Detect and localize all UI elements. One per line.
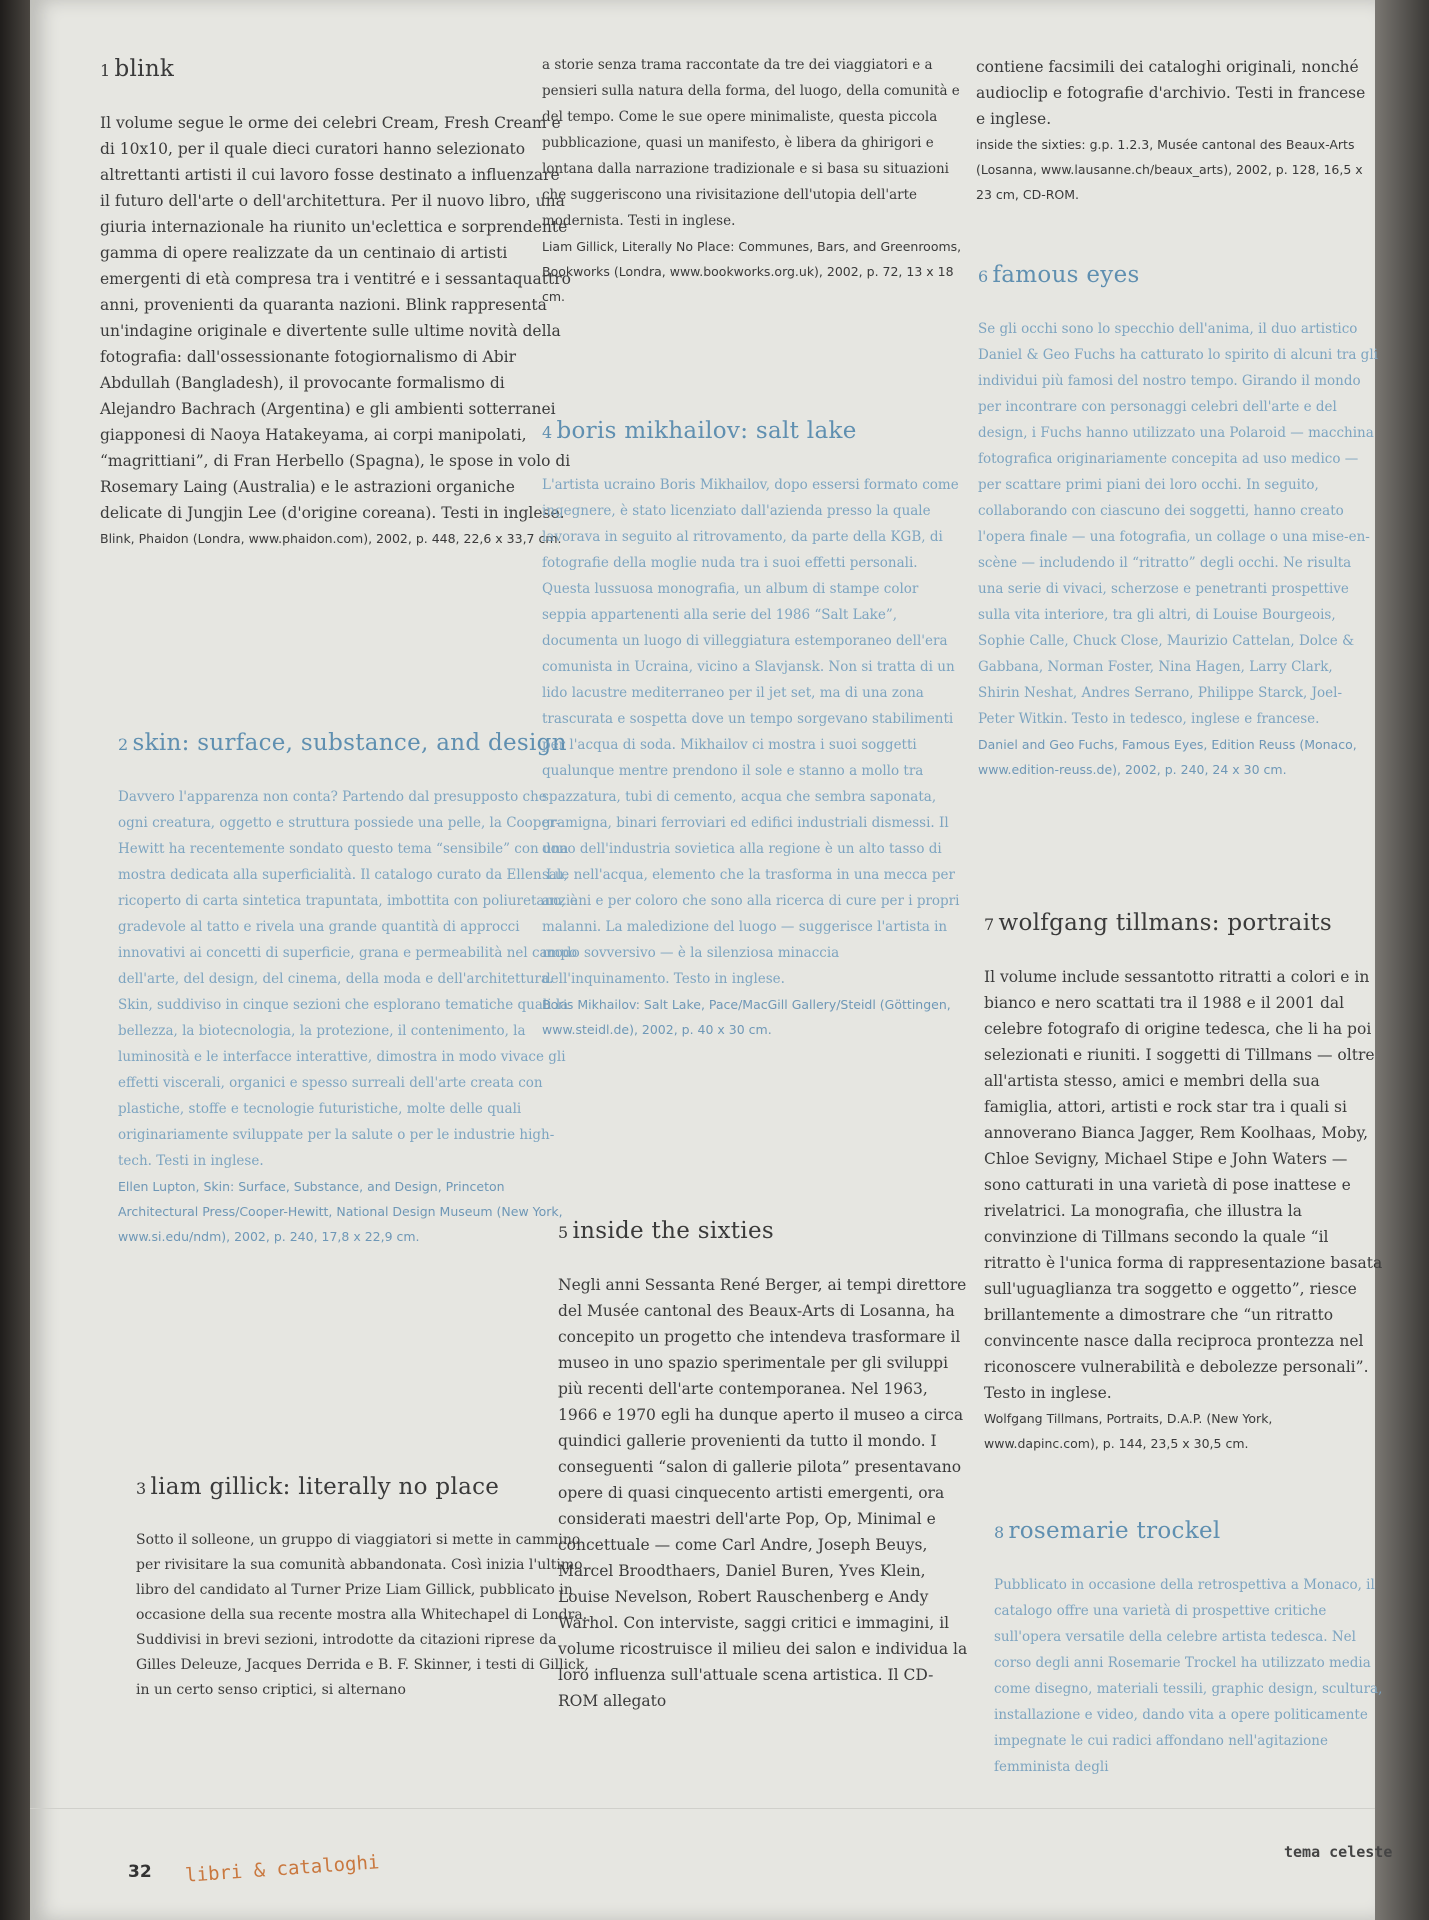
article-title-text: skin: surface, substance, and design [132, 730, 567, 756]
article-body: L'artista ucraino Boris Mikhailov, dopo essersi formato come ingegnere, è stato licenziato dall'azienda presso la quale lavorava in seguito al ritrovamento, da parte della KGB, di fotografie della moglie nuda tra i suoi effetti personali. Questa lussuosa monografia, un album di stampe color seppia appartenenti alla serie del 1986 “Salt Lake”, documenta un luogo di villeggiatura estemporaneo dell'era comunista in Ucraina, vicino a Slavjansk. Non si tratta di un lido lacustre mediterraneo per il jet set, ma di una zona trascurata e sospetta dove un tempo sorgevano stabilimenti per l'acqua di soda. Mikhailov ci mostra i suoi soggetti qualunque mentre prendono il sole e stanno a mollo tra spazzatura, tubi di cemento, acqua che sembra saponata, gramigna, binari ferroviari ed edifici industriali dismessi. Il dono dell'industria sovietica alla regione è un alto tasso di sale nell'acqua, elemento che la trasforma in una mecca per anziani e per coloro che sono alla ricerca di cure per i propri malanni. La maledizione del luogo — suggerisce l'artista in modo sovversivo — è la silenziosa minaccia dell'inquinamento. Testo in inglese. [542, 477, 960, 987]
article-body: Se gli occhi sono lo specchio dell'anima, il duo artistico Daniel & Geo Fuchs ha catturato lo spirito di alcuni tra gli individui più famosi del nostro tempo. Girando il mondo per incontrare con personaggi celebri dell'arte e del design, i Fuchs hanno utilizzato una Polaroid — macchina fotografica originariamente concepita ad uso medico — per scattare primi piani dei loro occhi. In seguito, collaborando con ciascuno dei soggetti, hanno creato l'opera finale — una fotografia, un collage o una mise-en-scène — includendo il “ritratto” degli occhi. Ne risulta una serie di vivaci, scherzose e penetranti prospettive sulla vita interiore, tra gli altri, di Louise Bourgeois, Sophie Calle, Chuck Close, Maurizio Cattelan, Dolce & Gabbana, Norman Foster, Nina Hagen, Larry Clark, Shirin Neshat, Andres Serrano, Philippe Starck, Joel-Peter Witkin. Testo in tedesco, inglese e francese. [978, 321, 1378, 727]
page-number: 32 [128, 1862, 152, 1882]
article-title [984, 910, 1384, 938]
book-spine [0, 0, 30, 1920]
article-body-continued: a storie senza trama raccontate da tre dei viaggiatori e a pensieri sulla natura della forma, del luogo, della comunità e del tempo. Come le sue opere minimaliste, questa piccola pubblicazione, quasi un manifesto, è libera da ghirigori e lontana dalla narrazione tradizionale e si basa su situazioni che suggeriscono una rivisitazione dell'utopia dell'arte modernista. Testi in inglese. [542, 57, 960, 229]
article-title [136, 1474, 596, 1502]
article-number: 5 [558, 1223, 569, 1242]
article-inside-the-sixties-cont [976, 54, 1376, 207]
article-number: 6 [978, 267, 989, 286]
article-body: Pubblicato in occasione della retrospettiva a Monaco, il catalogo offre una varietà di prospettive critiche sull'opera versatile della celebre artista tedesca. Nel corso degli anni Rosemarie Trockel ha utilizzato media come disegno, materiali tessili, graphic design, scultura, installazione e video, dando vita a opere politicamente impegnate le cui radici affondano nell'agitazione femminista degli [994, 1577, 1383, 1775]
article-title [542, 418, 962, 446]
article-number: 1 [100, 61, 111, 80]
article-title-text: rosemarie trockel [1008, 1518, 1221, 1544]
article-famous-eyes [978, 262, 1378, 782]
section-title: libri & cataloghi [184, 1851, 380, 1887]
article-body: Il volume include sessantotto ritratti a colori e in bianco e nero scattati tra il 1988 e il 2001 dal celebre fotografo di origine tedesca, che li ha poi selezionati e riuniti. I soggetti di Tillmans — oltre all'artista stesso, amici e membri della sua famiglia, attori, artisti e rock star tra i quali si annoverano Bianca Jagger, Rem Koolhaas, Moby, Chloe Sevigny, Michael Stipe e John Waters — sono catturati in una varietà di pose inattese e rivelatrici. La monografia, che illustra la convinzione di Tillmans secondo la quale “il ritratto è l'unica forma di rappresentazione basata sull'uguaglianza tra soggetto e oggetto”, riesce brillantemente a dimostrare che “un ritratto convincente nasce dalla reciproca prontezza nel riconoscere vulnerabilità e debolezze personali”. Testo in inglese. [984, 968, 1383, 1402]
article-number: 2 [118, 735, 129, 754]
article-body: Sotto il solleone, un gruppo di viaggiatori si mette in cammino per rivisitare la sua comunità abbandonata. Così inizia l'ultimo libro del candidato al Turner Prize Liam Gillick, pubblicato in occasione della sua recente mostra alla Whitechapel di Londra. Suddivisi in brevi sezioni, introdotte da citazioni riprese da Gilles Deleuze, Jacques Derrida e B. F. Skinner, i testi di Gillick, in un certo senso criptici, si alternano [136, 1532, 589, 1698]
article-liam-gillick-cont [542, 52, 962, 309]
article-body: Negli anni Sessanta René Berger, ai tempi direttore del Musée cantonal des Beaux-Arts di Losanna, ha concepito un progetto che intendeva trasformare il museo in uno spazio sperimentale per gli sviluppi più recenti dell'arte contemporanea. Nel 1963, 1966 e 1970 egli ha dunque aperto il museo a circa quindici gallerie provenienti da tutto il mondo. I conseguenti “salon di gallerie pilota” presentavano opere di quasi cinquecento artisti emergenti, ora considerati maestri dell'arte Pop, Op, Minimal e concettuale — come Carl Andre, Joseph Beuys, Marcel Broodthaers, Daniel Buren, Yves Klein, Louise Nevelson, Robert Rauschenberg e Andy Warhol. Con interviste, saggi critici e immagini, il volume ricostruisce il milieu dei salon e individua la loro influenza sull'attuale scena artistica. Il CD-ROM allegato [558, 1276, 968, 1710]
article-credit: Ellen Lupton, Skin: Surface, Substance, and Design, Princeton Architectural Press/Cooper-Hewitt, National Design Museum (New York, www.si.edu/ndm), 2002, p. 240, 17,8 x 22,9 cm. [118, 1179, 563, 1244]
article-title-text: boris mikhailov: salt lake [556, 418, 857, 444]
article-liam-gillick [136, 1474, 596, 1703]
article-title-text: liam gillick: literally no place [150, 1474, 500, 1500]
article-credit: Wolfgang Tillmans, Portraits, D.A.P. (New York, www.dapinc.com), p. 144, 23,5 x 30,5 cm. [984, 1411, 1273, 1451]
article-number: 7 [984, 915, 995, 934]
article-body: Il volume segue le orme dei celebri Cream, Fresh Cream e di 10x10, per il quale dieci curatori hanno selezionato altrettanti artisti il cui lavoro fosse destinato a influenzare il futuro dell'arte o dell'architettura. Per il nuovo libro, una giuria internazionale ha riunito un'eclettica e sorprendente gamma di opere realizzate da un centinaio di artisti emergenti di età compresa tra i ventitré e i sessantaquattro anni, provenienti da quaranta nazioni. Blink rappresenta un'indagine originale e divertente sulle ultime novità della fotografia: dall'ossessionante fotogiornalismo di Abir Abdullah (Bangladesh), il provocante formalismo di Alejandro Bachrach (Argentina) e gli ambienti sotterranei giapponesi di Naoya Hatakeyama, ai corpi manipolati, “magrittiani”, di Fran Herbello (Spagna), le spose in volo di Rosemary Laing (Australia) e le astrazioni organiche delicate di Jungjin Lee (d'origine coreana). Testi in inglese. [100, 114, 571, 522]
article-body-continued: contiene facsimili dei cataloghi originali, nonché audioclip e fotografie d'archivio. Testi in francese e inglese. [976, 58, 1366, 128]
article-title-text: blink [114, 56, 175, 82]
article-credit: Blink, Phaidon (Londra, www.phaidon.com), 2002, p. 448, 22,6 x 33,7 cm. [100, 531, 562, 546]
article-skin [118, 730, 578, 1249]
article-title [118, 730, 578, 758]
article-inside-the-sixties [558, 1218, 968, 1714]
article-title [994, 1518, 1394, 1546]
article-credit: Daniel and Geo Fuchs, Famous Eyes, Edition Reuss (Monaco, www.edition-reuss.de), 2002, p. 240, 24 x 30 cm. [978, 737, 1357, 777]
article-number: 8 [994, 1523, 1005, 1542]
article-credit: Liam Gillick, Literally No Place: Communes, Bars, and Greenrooms, Bookworks (Londra, www.bookworks.org.uk), 2002, p. 72, 13 x 18 cm. [542, 239, 962, 304]
article-title-text: wolfgang tillmans: portraits [998, 910, 1332, 936]
article-body: Davvero l'apparenza non conta? Partendo dal presupposto che ogni creatura, oggetto e struttura possiede una pelle, la Cooper-Hewitt ha recentemente sondato questo tema “sensibile” con una mostra dedicata alla superficialità. Il catalogo curato da Ellen Lu, ricoperto di carta sintetica trapuntata, imbottita con poliuretano, è gradevole al tatto e rivela una grande quantità di approcci innovativi ai concetti di superficie, grana e permeabilità nel campo dell'arte, del design, del cinema, della moda e dell'architettura. Skin, suddiviso in cinque sezioni che esplorano tematiche quali la bellezza, la biotecnologia, la protezione, il contenimento, la luminosità e le interfacce interattive, dimostra in modo vivace gli effetti viscerali, organici e spesso surreali dell'arte creata con plastiche, stoffe e tecnologie futuristiche, molte delle quali originariamente sviluppate per la salute o per le industrie high-tech. Testi in inglese. [118, 789, 578, 1169]
article-title [558, 1218, 968, 1246]
article-title-text: inside the sixties [572, 1218, 774, 1244]
article-number: 4 [542, 423, 553, 442]
article-title [100, 56, 572, 84]
article-rosemarie-trockel [994, 1518, 1394, 1780]
article-number: 3 [136, 1479, 147, 1498]
article-blink [100, 56, 572, 551]
article-credit: inside the sixties: g.p. 1.2.3, Musée cantonal des Beaux-Arts (Losanna, www.lausanne.ch/beaux_arts), 2002, p. 128, 16,5 x 23 cm, CD-ROM. [976, 137, 1363, 202]
article-boris-mikhailov [542, 418, 962, 1042]
magazine-name: tema celeste [1284, 1843, 1393, 1861]
footer-divider [30, 1808, 1375, 1809]
article-title [978, 262, 1378, 290]
article-credit: Boris Mikhailov: Salt Lake, Pace/MacGill Gallery/Steidl (Göttingen, www.steidl.de), 2002, p. 40 x 30 cm. [542, 997, 951, 1037]
article-wolfgang-tillmans [984, 910, 1384, 1456]
article-title-text: famous eyes [992, 262, 1140, 288]
